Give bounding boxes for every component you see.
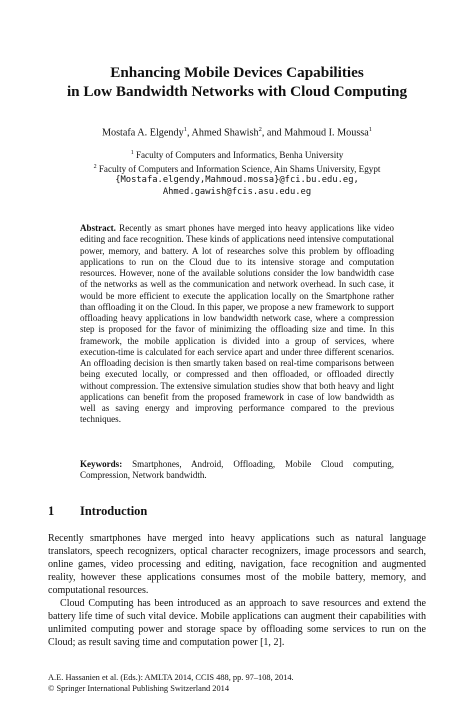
footnote-copyright: © Springer International Publishing Switzerland 2014 <box>48 684 230 693</box>
author-affil-mark: 1 <box>183 126 187 133</box>
author-name: Mahmoud I. Moussa <box>284 127 369 139</box>
email-line: Ahmed.gawish@fcis.asu.edu.eg <box>162 186 312 197</box>
paragraph: Recently smartphones have merged into heavy applications such as natural language translators, speech recognizers, optical character recognizers, image processors and search, online games, video processing and editing, navigation, face recognition and augmented reality, however these applications consumes most of the mobile battery, memory, and computational resources. <box>48 533 426 596</box>
affiliations <box>40 148 434 198</box>
title-line-1: Enhancing Mobile Devices Capabilities <box>110 64 364 81</box>
title-line-2: in Low Bandwidth Networks with Cloud Computing <box>66 83 408 100</box>
affiliation-text: Faculty of Computers and Information Science, Ain Shams University, Egypt <box>96 163 381 174</box>
affiliation-mark: 2 <box>93 163 97 170</box>
author-affil-mark: 1 <box>368 126 373 133</box>
publication-footnote <box>48 672 294 694</box>
section-heading <box>48 504 147 519</box>
abstract-text: Recently as smart phones have merged into heavy applications like video editing and face recognition. These kinds of applications need intensive computational power, memory, and battery. A lot of researches solve this problem by offloading applications to run on the Cloud due to its intensive storage and computation resources. However, none of the available solutions consider the low bandwidth case of the networks as well as the communication and network overhead. In such case, it would be more efficient to execute the application locally on the Smartphone rather than offloading it on the Cloud. In this paper, we propose a new framework to support offloading heavy applications in low bandwidth network case, where a compression step is proposed for the favor of minimizing the offloading size and time. In this framework, the mobile application is divided into a group of services, where execution-time is calculated for each service apart and under three different scenarios. An offloading decision is then smartly taken based on real-time comparisons between being executed locally, or compressed and then offloaded, or offloaded directly without compression. The extensive simulation studies show that both heavy and light applications can benefit from the proposed framework in case of low bandwidth as well as saving energy and improving performance compared to the previous techniques. <box>80 223 394 425</box>
author-affil-mark: 2 <box>258 126 262 133</box>
section-number: 1 <box>48 504 55 518</box>
paragraph: Cloud Computing has been introduced as an approach to save resources and extend the battery life time of such vital device. Mobile applications can augment their capabilities with unlimited computing power and storage space by offloading some services to run on the Cloud; as result saving time and computation power [1, 2]. <box>48 598 426 648</box>
keywords <box>80 459 394 482</box>
author-name: Mostafa A. Elgendy <box>101 127 184 139</box>
author-name: Ahmed Shawish <box>191 127 259 139</box>
keywords-label: Keywords: <box>80 459 123 469</box>
author-separator: , <box>186 127 192 139</box>
affiliation-text: Faculty of Computers and Informatics, Benha University <box>133 150 344 161</box>
affiliation-line <box>40 148 434 162</box>
abstract-label: Abstract. <box>80 223 116 233</box>
affiliation-mark: 1 <box>130 150 134 156</box>
paper-title <box>40 63 434 101</box>
author-list <box>40 123 434 139</box>
author-separator: , and <box>261 127 285 139</box>
keywords-text: Smartphones, Android, Offloading, Mobile Cloud computing, Compression, Network bandwidth. <box>80 459 395 481</box>
section-title: Introduction <box>80 504 148 518</box>
body-text <box>48 532 426 649</box>
abstract <box>80 223 394 426</box>
email-line: {Mostafa.elgendy,Mahmoud.mossa}@fci.bu.edu.eg, <box>115 175 359 186</box>
footnote-citation: A.E. Hassanien et al. (Eds.): AMLTA 2014, CCIS 488, pp. 97–108, 2014. <box>48 673 294 682</box>
affiliation-line <box>40 162 434 176</box>
